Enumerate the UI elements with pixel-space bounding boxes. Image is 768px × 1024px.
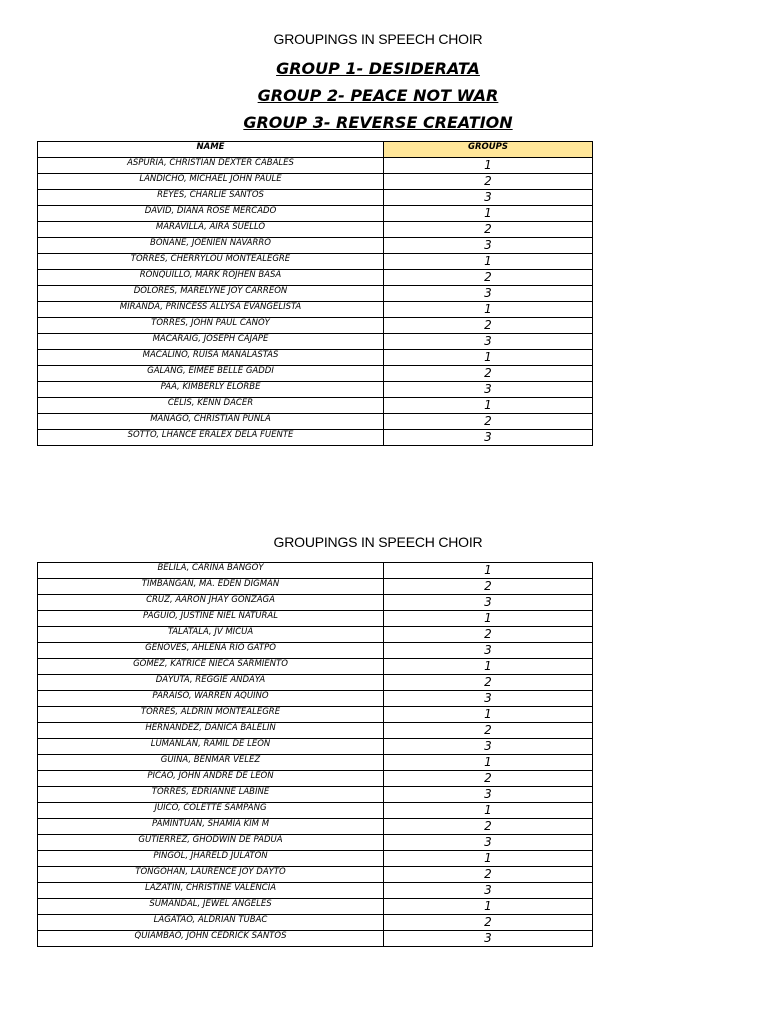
student-name-cell: TIMBANGAN, MA. EDEN DIGMAN	[38, 579, 384, 595]
table-row	[38, 563, 593, 579]
student-name-cell: DOLORES, MARELYNE JOY CARREON	[38, 285, 384, 301]
student-name-cell: TORRES, CHERRYLOU MONTEALEGRE	[38, 253, 384, 269]
table-row	[38, 221, 593, 237]
table-row	[38, 899, 593, 915]
group-number-cell: 3	[384, 333, 593, 349]
student-name-cell: CRUZ, AARON JHAY GONZAGA	[38, 595, 384, 611]
student-name-cell: LANDICHO, MICHAEL JOHN PAULE	[38, 173, 384, 189]
group-number-cell: 3	[384, 691, 593, 707]
page-title: GROUPINGS IN SPEECH CHOIR	[273, 31, 483, 47]
student-name-cell: GENOVES, AHLENA RIO GATPO	[38, 643, 384, 659]
roster-table-2	[37, 562, 593, 947]
group-number-cell: 2	[384, 173, 593, 189]
group-number-cell: 3	[384, 189, 593, 205]
group-number-cell: 1	[384, 397, 593, 413]
group-number-cell: 2	[384, 867, 593, 883]
group-number-cell: 1	[384, 611, 593, 627]
group-number-cell: 1	[384, 205, 593, 221]
table-row	[38, 317, 593, 333]
student-name-cell: TORRES, JOHN PAUL CANOY	[38, 317, 384, 333]
group-number-cell: 1	[384, 157, 593, 173]
group-number-cell: 1	[384, 349, 593, 365]
table-row	[38, 931, 593, 947]
group-number-cell: 2	[384, 675, 593, 691]
student-name-cell: SOTTO, LHANCE ERALEX DELA FUENTE	[38, 429, 384, 445]
student-name-cell: DAVID, DIANA ROSE MERCADO	[38, 205, 384, 221]
group-number-cell: 1	[384, 851, 593, 867]
roster-table-1	[37, 141, 593, 446]
student-name-cell: QUIAMBAO, JOHN CEDRICK SANTOS	[38, 931, 384, 947]
student-name-cell: MARAVILLA, AIRA SUELLO	[38, 221, 384, 237]
table-row	[38, 301, 593, 317]
group-number-cell: 2	[384, 627, 593, 643]
student-name-cell: REYES, CHARLIE SANTOS	[38, 189, 384, 205]
table-row	[38, 643, 593, 659]
student-name-cell: LAZATIN, CHRISTINE VALENCIA	[38, 883, 384, 899]
table-row	[38, 627, 593, 643]
group-number-cell: 2	[384, 221, 593, 237]
group-number-cell: 3	[384, 931, 593, 947]
section-2-title: GROUPINGS IN SPEECH CHOIR	[273, 534, 483, 550]
student-name-cell: PINGOL, JHARELD JULATON	[38, 851, 384, 867]
table-row	[38, 397, 593, 413]
table-row	[38, 803, 593, 819]
group-number-cell: 3	[384, 835, 593, 851]
group-number-cell: 3	[384, 739, 593, 755]
group-number-cell: 3	[384, 429, 593, 445]
table-row	[38, 285, 593, 301]
table-row	[38, 819, 593, 835]
table-row	[38, 771, 593, 787]
group-number-cell: 1	[384, 301, 593, 317]
student-name-cell: LUMANLAN, RAMIL DE LEON	[38, 739, 384, 755]
table-row	[38, 413, 593, 429]
group-number-cell: 1	[384, 707, 593, 723]
table-row	[38, 595, 593, 611]
student-name-cell: TONGOHAN, LAURENCE JOY DAYTO	[38, 867, 384, 883]
table-row	[38, 915, 593, 931]
group-1-label: GROUP 1- DESIDERATA	[276, 59, 480, 78]
table-row	[38, 253, 593, 269]
student-name-cell: GUINA, BENMAR VELEZ	[38, 755, 384, 771]
table-header-row	[38, 142, 593, 158]
table-row	[38, 429, 593, 445]
group-number-cell: 2	[384, 413, 593, 429]
group-2-label: GROUP 2- PEACE NOT WAR	[257, 86, 499, 105]
student-name-cell: BONANE, JOENIEN NAVARRO	[38, 237, 384, 253]
student-name-cell: CELIS, KENN DACER	[38, 397, 384, 413]
student-name-cell: MAÑAGO, CHRISTIAN PUNLA	[38, 413, 384, 429]
table-row	[38, 739, 593, 755]
student-name-cell: PAMINTUAN, SHAMIA KIM M	[38, 819, 384, 835]
table-row	[38, 611, 593, 627]
group-number-cell: 1	[384, 803, 593, 819]
student-name-cell: TORRES, EDRIANNE LABINE	[38, 787, 384, 803]
student-name-cell: SUMANDAL, JEWEL ANGELES	[38, 899, 384, 915]
table-row	[38, 205, 593, 221]
student-name-cell: GALANG, EIMEE BELLE GADDI	[38, 365, 384, 381]
group-number-cell: 3	[384, 595, 593, 611]
group-number-cell: 3	[384, 643, 593, 659]
group-number-cell: 1	[384, 659, 593, 675]
group-number-cell: 2	[384, 269, 593, 285]
student-name-cell: MIRANDA, PRINCESS ALLYSA EVANGELISTA	[38, 301, 384, 317]
table-row	[38, 173, 593, 189]
student-name-cell: PARAISO, WARREN AQUINO	[38, 691, 384, 707]
table-row	[38, 365, 593, 381]
group-number-cell: 2	[384, 317, 593, 333]
group-number-cell: 1	[384, 899, 593, 915]
student-name-cell: GUTIERREZ, GHODWIN DE PADUA	[38, 835, 384, 851]
table-row	[38, 659, 593, 675]
table-row	[38, 157, 593, 173]
table-row	[38, 675, 593, 691]
table-row	[38, 883, 593, 899]
student-name-cell: PICAO, JOHN ANDRE DE LEON	[38, 771, 384, 787]
name-column-header: NAME	[38, 142, 384, 158]
table-row	[38, 269, 593, 285]
student-name-cell: TALATALA, JV MICUA	[38, 627, 384, 643]
student-name-cell: BELILA, CARINA BANGOY	[38, 563, 384, 579]
student-name-cell: LAGATAO, ALDRIAN TUBAC	[38, 915, 384, 931]
student-name-cell: PAA, KIMBERLY ELORBE	[38, 381, 384, 397]
group-number-cell: 2	[384, 771, 593, 787]
table-row	[38, 381, 593, 397]
group-number-cell: 1	[384, 563, 593, 579]
student-name-cell: RONQUILLO, MARK ROJHEN BASA	[38, 269, 384, 285]
groups-column-header: GROUPS	[384, 142, 593, 158]
student-name-cell: TORRES, ALDRIN MONTEALEGRE	[38, 707, 384, 723]
group-3-label: GROUP 3- REVERSE CREATION	[243, 113, 513, 132]
group-number-cell: 3	[384, 237, 593, 253]
table-row	[38, 349, 593, 365]
student-name-cell: MACALINO, RUISA MANALASTAS	[38, 349, 384, 365]
student-name-cell: GOMEZ, KATRICE NIECA SARMIENTO	[38, 659, 384, 675]
table-row	[38, 787, 593, 803]
student-name-cell: PAGUIO, JUSTINE NIEL NATURAL	[38, 611, 384, 627]
group-number-cell: 2	[384, 819, 593, 835]
table-row	[38, 237, 593, 253]
group-number-cell: 1	[384, 755, 593, 771]
group-number-cell: 3	[384, 883, 593, 899]
table-row	[38, 867, 593, 883]
group-number-cell: 3	[384, 787, 593, 803]
table-row	[38, 755, 593, 771]
student-name-cell: JUICO, COLETTE SAMPANG	[38, 803, 384, 819]
table-row	[38, 579, 593, 595]
student-name-cell: MACARAIG, JOSEPH CAJAPE	[38, 333, 384, 349]
table-row	[38, 707, 593, 723]
table-row	[38, 691, 593, 707]
group-number-cell: 1	[384, 253, 593, 269]
table-row	[38, 851, 593, 867]
student-name-cell: HERNANDEZ, DANICA BALELIN	[38, 723, 384, 739]
table-row	[38, 835, 593, 851]
group-number-cell: 3	[384, 381, 593, 397]
student-name-cell: ASPURIA, CHRISTIAN DEXTER CABALES	[38, 157, 384, 173]
student-name-cell: DAYUTA, REGGIE ANDAYA	[38, 675, 384, 691]
group-number-cell: 2	[384, 723, 593, 739]
group-number-cell: 2	[384, 365, 593, 381]
table-row	[38, 723, 593, 739]
table-row	[38, 333, 593, 349]
group-number-cell: 2	[384, 915, 593, 931]
group-number-cell: 3	[384, 285, 593, 301]
table-row	[38, 189, 593, 205]
group-number-cell: 2	[384, 579, 593, 595]
